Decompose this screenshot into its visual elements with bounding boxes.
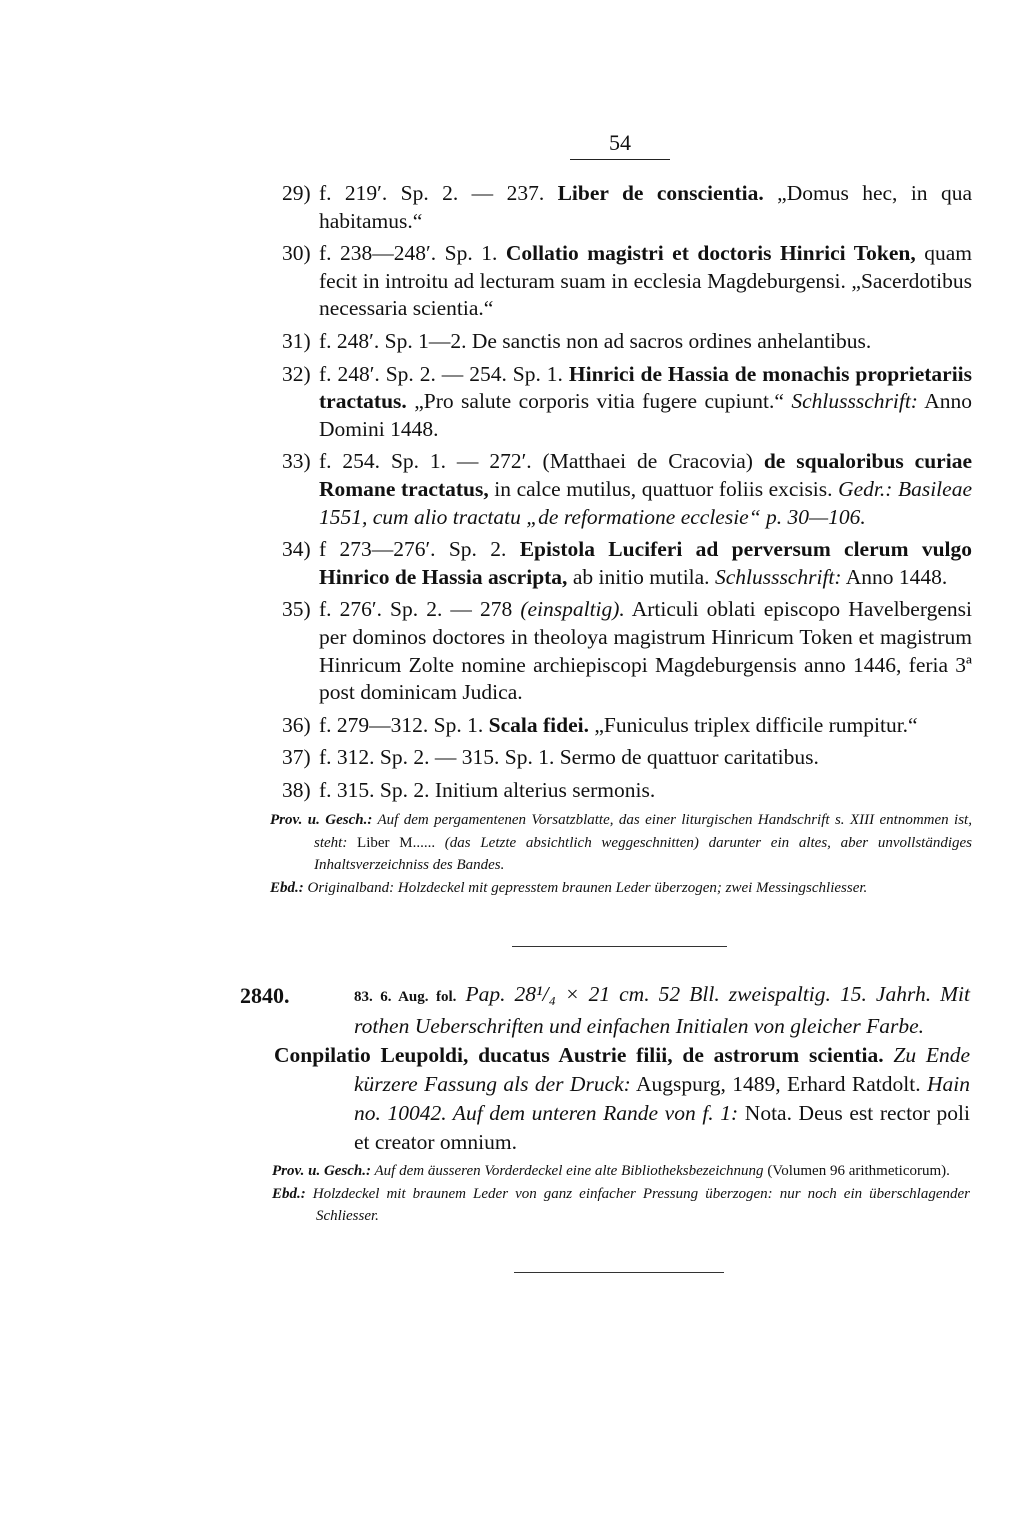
entry-text: f. 276′. Sp. 2. — 278: [319, 597, 521, 622]
note-label: Ebd.:: [270, 879, 304, 896]
nota-text: Nota. Deus est rector poli et creator omnium.: [354, 1101, 970, 1154]
entry-number: 33): [282, 449, 311, 474]
entry-text: f. 248′. Sp. 2. — 254. Sp. 1.: [319, 361, 569, 386]
entry-number: 29): [282, 181, 311, 205]
manuscript-notes: [272, 1160, 970, 1228]
title-note: Zu Ende kürzere Fassung als der Druck:: [354, 1043, 970, 1096]
entry-text: f. 315. Sp. 2. Initium alterius sermonis.: [319, 777, 656, 802]
note-text: Originalband: Holzdeckel mit gepresstem braunen Leder überzogen; zwei Messingschliesser.: [303, 879, 868, 896]
entry-number: 38): [282, 777, 311, 802]
entry-text: de squaloribus curiae Romane tractatus,: [319, 449, 972, 501]
manuscript-number: 2840.: [240, 983, 290, 1008]
entry-text: Anno 1448.: [841, 564, 948, 589]
note-up: (Volumen 96 arithmeticorum).: [767, 1163, 950, 1179]
note-label: Prov. u. Gesch.:: [272, 1163, 372, 1179]
note-label: Prov. u. Gesch.:: [270, 812, 373, 829]
entry-text: ab initio mutila.: [567, 564, 715, 589]
entry-item: [282, 180, 972, 235]
note-item: [272, 1160, 970, 1183]
note-item: [270, 877, 972, 900]
note-item: [270, 809, 972, 877]
note-text: Auf dem pergamentenen Vorsatzblatte, das einer liturgischen Handschrift s. XIII entnommen ist, steht:: [314, 812, 972, 851]
work-title: Conpilatio Leupoldi, ducatus Austrie filii, de astrorum scientia.: [274, 1043, 884, 1067]
print-info: Augspurg, 1489, Erhard Ratdolt.: [630, 1072, 921, 1096]
content-entries: [270, 180, 973, 899]
entry-text: „Funiculus triplex difficile rumpitur.“: [588, 712, 918, 737]
entry-text: f. 248′. Sp. 1—2. De sanctis non ad sacros ordines anhelantibus.: [319, 328, 872, 353]
entry-number: 31): [282, 328, 311, 353]
entry-text: Schlussschrift:: [791, 389, 918, 414]
entry-text: „Pro salute corporis vitia fugere cupiunt.“: [406, 389, 792, 414]
entry-item: [282, 361, 972, 444]
entry-text: in calce mutilus, quattuor foliis excisis.: [488, 476, 839, 501]
note-label: Ebd.:: [272, 1185, 306, 1202]
entry-text: f. 279—312. Sp. 1.: [319, 712, 489, 737]
entry-text: f. 312. Sp. 2. — 315. Sp. 1. Sermo de quattuor caritatibus.: [319, 745, 819, 770]
entry-item: [282, 777, 972, 805]
entry-text: Epistola Luciferi ad perversum clerum vulgo Hinrico de Hassia ascripta,: [319, 537, 972, 589]
manuscript-header: [354, 980, 970, 1041]
entry-text: Hinrici de Hassia de monachis proprietariis tractatus.: [319, 361, 973, 414]
entry-text: f. 238—248′. Sp. 1.: [319, 241, 506, 266]
entry-number: 37): [282, 745, 311, 770]
entry-text: Schlussschrift:: [714, 564, 842, 589]
entry-text: Liber de conscientia.: [557, 181, 764, 205]
manuscript-title: [274, 1041, 970, 1157]
entry-text: quam fecit in introitu ad lecturam suam in ecclesia Magdeburgensi. „Sacerdotibus necessaria scientia.“: [319, 241, 972, 321]
entry-item: [282, 536, 972, 591]
entry-text: f 273—276′. Sp. 2.: [319, 537, 520, 562]
page-number: 54: [570, 130, 670, 160]
note-text: Auf dem äusseren Vorderdeckel eine alte Bibliotheksbezeichnung: [371, 1163, 768, 1179]
physical-description: Pap. 28¹/₄ × 21 cm. 52 Bll. zweispaltig. 15. Jahrh. Mit rothen Ueberschriften und einfachen Initialen von gleicher Farbe.: [354, 982, 970, 1038]
end-divider: [514, 1272, 724, 1273]
entry-item: [282, 240, 972, 323]
entry-text: (einspaltig).: [520, 597, 625, 622]
entry-number: 32): [282, 361, 311, 386]
entry-item: [282, 744, 972, 772]
entry-number: 30): [282, 241, 311, 266]
entry-text: „Domus hec, in qua habitamus.“: [319, 181, 973, 233]
entry-text: f. 219′. Sp. 2. — 237.: [319, 181, 558, 205]
entry-number: 36): [282, 712, 311, 737]
notes-section: [270, 809, 972, 899]
manuscript-2840: [240, 980, 970, 1157]
note-up: Liber M......: [357, 834, 436, 851]
entry-text: Gedr.: Basileae 1551, cum alio tractatu „de reformatione ecclesie“ p. 30—106.: [319, 476, 972, 529]
note-rest: (das Letzte absichtlich weggeschnitten) darunter ein altes, aber unvollständiges Inhaltsverzeichniss des Bandes.: [314, 834, 972, 874]
entry-number: 35): [282, 597, 311, 622]
entry-text: Articuli oblati episcopo Havelbergensi per dominos doctores in theoloya magistrum Hinricum Token et magistrum Hinricum Zolte nomine archiepiscopi Magdeburgensis anno 1446, feria 3ª post dominicam Judica.: [319, 597, 972, 705]
shelf-mark: 83. 6. Aug. fol.: [354, 989, 457, 1005]
section-divider: [512, 946, 727, 947]
entry-text: Anno Domini 1448.: [319, 389, 972, 441]
entry-text: Collatio magistri et doctoris Hinrici Token,: [505, 241, 916, 266]
entry-item: [282, 596, 972, 706]
entry-number: 34): [282, 537, 311, 562]
note-item: [272, 1183, 970, 1228]
entry-item: [282, 712, 972, 740]
note-text: Holzdeckel mit braunem Leder von ganz einfacher Pressung überzogen: nur noch ein überschlagender Schliesser.: [305, 1185, 970, 1224]
entry-item: [282, 448, 972, 531]
entry-text: f. 254. Sp. 1. — 272′. (Matthaei de Cracovia): [319, 449, 764, 474]
hain-reference: Hain no. 10042. Auf dem unteren Rande von f. 1:: [354, 1072, 970, 1125]
entry-text: Scala fidei.: [488, 712, 589, 737]
entry-item: [282, 328, 972, 356]
